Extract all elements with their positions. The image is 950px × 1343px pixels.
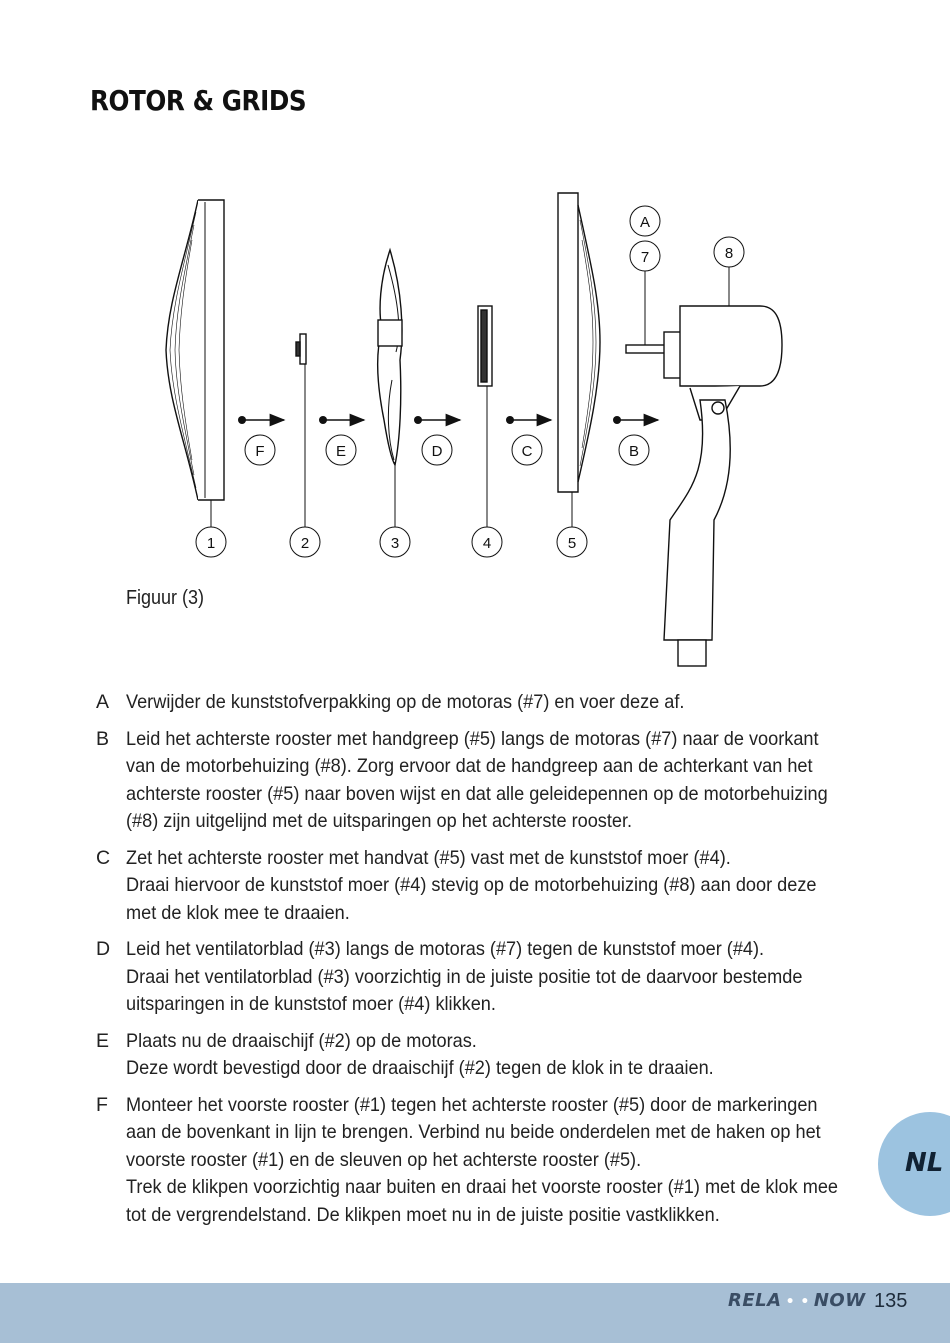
marker-B: B (628, 443, 640, 460)
marker-E: E (335, 443, 347, 460)
step-letter: C (96, 846, 111, 869)
instruction-step (96, 1028, 876, 1083)
rear-grid-part (558, 193, 600, 528)
step-line: Leid het achterste rooster met handgreep (#5) langs de motoras (#7) naar de voorkant (126, 727, 819, 750)
part-number-4: 4 (482, 535, 492, 552)
instruction-step (96, 845, 876, 928)
instruction-step (96, 1092, 876, 1230)
marker-A: A (639, 214, 651, 231)
step-line: Leid het ventilatorblad (#3) langs de motoras (#7) tegen de kunststof moer (#4). (126, 938, 765, 960)
step-letter: A (96, 691, 110, 713)
step-text (126, 689, 879, 717)
step-line: Monteer het voorste rooster (#1) tegen het achterste rooster (#5) door de markeringen (126, 1093, 818, 1116)
part-number-1: 1 (206, 535, 216, 552)
front-grid-part (166, 200, 224, 528)
brand-right: NOW (813, 1290, 866, 1311)
step-letter: E (96, 1029, 110, 1052)
part-number-8: 8 (724, 245, 734, 262)
step-line: Zet het achterste rooster met handvat (#5) vast met de kunststof moer (#4). (126, 846, 731, 869)
motor-housing-part (626, 266, 782, 666)
step-letter: B (96, 727, 110, 750)
part-number-5: 5 (567, 535, 577, 552)
marker-F: F (255, 443, 265, 460)
marker-C: C (521, 443, 533, 460)
instruction-list (96, 689, 876, 1238)
step-text (126, 845, 879, 928)
step-line: Trek de klikpen voorzichtig naar buiten en draai het voorste rooster (#1) met de klok mee (126, 1176, 838, 1198)
page-number: 135 (874, 1290, 908, 1312)
brand-left: RELA (728, 1290, 782, 1311)
part-number-2: 2 (300, 535, 310, 552)
figure-caption: Figuur (3) (126, 587, 205, 609)
step-letter: D (96, 938, 111, 960)
marker-D: D (431, 443, 443, 460)
step-line: Draai het ventilatorblad (#3) voorzichtig in de juiste positie tot de daarvoor bestemde (126, 965, 803, 988)
instruction-step (96, 936, 876, 1019)
step-line: met de klok mee te draaien. (126, 901, 350, 924)
part-number-3: 3 (390, 535, 400, 552)
step-line: Draai hiervoor de kunststof moer (#4) stevig op de motorbehuizing (#8) aan door deze (126, 874, 817, 896)
fan-blade-part (378, 250, 402, 528)
step-line: aan de bovenkant in lijn te brengen. Verbind nu beide onderdelen met de haken op het (126, 1121, 821, 1143)
step-text (126, 1028, 879, 1083)
step-line: (#8) zijn uitgelijnd met de uitsparingen op het achterste rooster. (126, 810, 633, 832)
instruction-step (96, 726, 876, 836)
step-letter: F (96, 1093, 108, 1116)
instruction-step (96, 689, 876, 717)
step-line: tot de vergrendelstand. De klikpen moet nu in de juiste positie vastklikken. (126, 1203, 720, 1226)
plastic-nut-part (478, 306, 492, 528)
part-number-7: 7 (640, 249, 650, 266)
spinner-disc-part (296, 334, 306, 528)
brand-logo: RELA • • NOW (728, 1290, 866, 1311)
step-text (126, 936, 879, 1019)
step-line: Plaats nu de draaischijf (#2) op de motoras. (126, 1029, 477, 1052)
step-text (126, 1092, 879, 1230)
language-badge (878, 1112, 950, 1216)
step-text (126, 726, 879, 836)
step-line: achterste rooster (#5) naar boven wijst en dat alle geleidepennen op de motorbehuizing (126, 782, 828, 805)
step-line: uitsparingen in de kunststof moer (#4) klikken. (126, 993, 496, 1015)
step-line: Verwijder de kunststofverpakking op de motoras (#7) en voer deze af. (126, 691, 685, 713)
page-title: ROTOR & GRIDS (90, 84, 307, 117)
step-line: voorste rooster (#1) en de sleuven op het achterste rooster (#5). (126, 1148, 642, 1171)
language-code: NL (905, 1148, 944, 1178)
step-line: Deze wordt bevestigd door de draaischijf (#2) tegen de klok in te draaien. (126, 1057, 714, 1079)
step-line: van de motorbehuizing (#8). Zorg ervoor dat de handgreep aan de achterkant van het (126, 755, 813, 777)
